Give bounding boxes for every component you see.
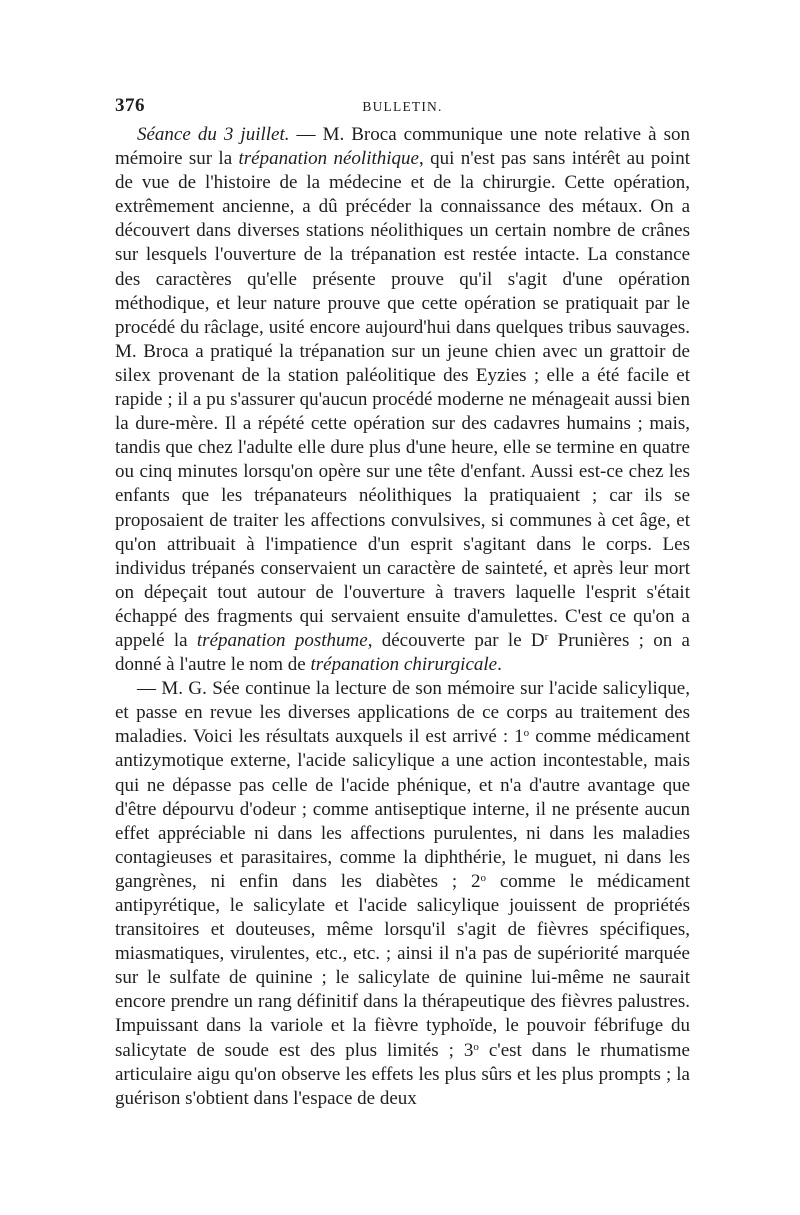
italic-term: trépanation néolithique [238, 148, 419, 170]
running-head [115, 95, 690, 123]
italic-term: trépanation chirurgicale [310, 654, 498, 676]
superscript: o [480, 871, 486, 884]
text-run: , découverte par le D [367, 629, 545, 651]
superscript: o [523, 727, 530, 740]
text-run: c'est dans le rhumatisme articulaire aigu qu'on observe les effets les plus sûrs et les plus prompts ; la guérison s'obtient dans l'espace de deux [115, 1039, 690, 1109]
text-run: comme médicament antizymotique externe, l'acide salicylique a une action incontestable, mais qui ne dépasse pas celle de l'acide phénique, et n'a d'autre avantage que d'être dépourvu d'odeur ; comme antiseptique interne, il ne présente aucun effet appréciable ni dans les affections purulentes, ni dans les maladies contagieuses et parasitaires, comme la diphthérie, le muguet, ni dans les gangrènes, ni enfin dans les diabètes ; 2 [115, 726, 691, 892]
text-run: Prunières ; on a donné à l'autre le nom de [115, 629, 690, 676]
italic-term: trépanation posthume [196, 629, 368, 651]
page-number: 376 [115, 95, 145, 116]
superscript: o [473, 1040, 479, 1053]
body-text [115, 123, 690, 1111]
text-run: . [497, 654, 502, 676]
seance-date: Séance du 3 juillet. [137, 124, 290, 145]
book-page [115, 95, 690, 1111]
superscript: r [544, 630, 549, 643]
text-run: comme le médicament antipyrétique, le salicylate et l'acide salicylique jouissent de propriétés transitoires et douteuses, même lorsqu'il s'agit de fièvres spécifiques, miasmatiques, virulentes, etc., etc. ; ainsi il n'a pas de supériorité marquée sur le sulfate de quinine ; le salicylate de quinine lui-même ne saurait encore prendre un rang définitif dans la thérapeutique des fièvres palustres. Impuissant dans la variole et la fièvre typhoïde, le pouvoir fébrifuge du salicytate de soude est des plus limités ; 3 [115, 870, 690, 1061]
text-run: — M. Broca communique une note relative à son mémoire sur la [115, 124, 690, 170]
paragraph-see-salicylique [115, 677, 690, 1111]
running-title: BULLETIN. [362, 99, 443, 114]
text-run: — M. G. Sée continue la lecture de son mémoire sur l'acide salicylique, et passe en revue les diverses applications de ce corps au traitement des maladies. Voici les résultats auxquels il est arrivé : 1 [115, 678, 690, 748]
paragraph-broca-trepanation [115, 123, 690, 677]
text-run: , qui n'est pas sans intérêt au point de vue de l'histoire de la médecine et de la chirurgie. Cette opération, extrêmement ancienne, a dû précéder la connaissance des métaux. On a découvert dans diverses stations néolithiques un certain nombre de crânes sur lesquels l'ouverture de la trépanation est restée intacte. La constance des caractères qu'elle présente prouve qu'il s'agit d'une opération méthodique, et leur nature prouve que cette opération se pratiquait par le procédé du râclage, usité encore aujourd'hui dans quelques tribus sauvages. M. Broca a pratiqué la trépanation sur un jeune chien avec un grattoir de silex provenant de la station paléolitique des Eyzies ; elle a été facile et rapide ; il a pu s'assurer qu'aucun procédé moderne ne ménageait aussi bien la dure-mère. Il a répété cette opération sur des cadavres humains ; mais, tandis que chez l'adulte elle dure plus d'une heure, elle se termine en quatre ou cinq minutes lorsqu'on opère sur une tête d'enfant. Aussi est-ce chez les enfants que les trépanateurs néolithiques la pratiquaient ; car ils se proposaient de traiter les affections convulsives, si communes à cet âge, et qu'on attribuait à l'impatience d'un esprit s'agitant dans le corps. Les individus trépanés conservaient un caractère de sainteté, et après leur mort on dépeçait tout autour de l'ouverture à travers laquelle l'esprit s'était échappé des fragments qui servaient ensuite d'amulettes. C'est ce qu'on a appelé la [115, 148, 690, 651]
